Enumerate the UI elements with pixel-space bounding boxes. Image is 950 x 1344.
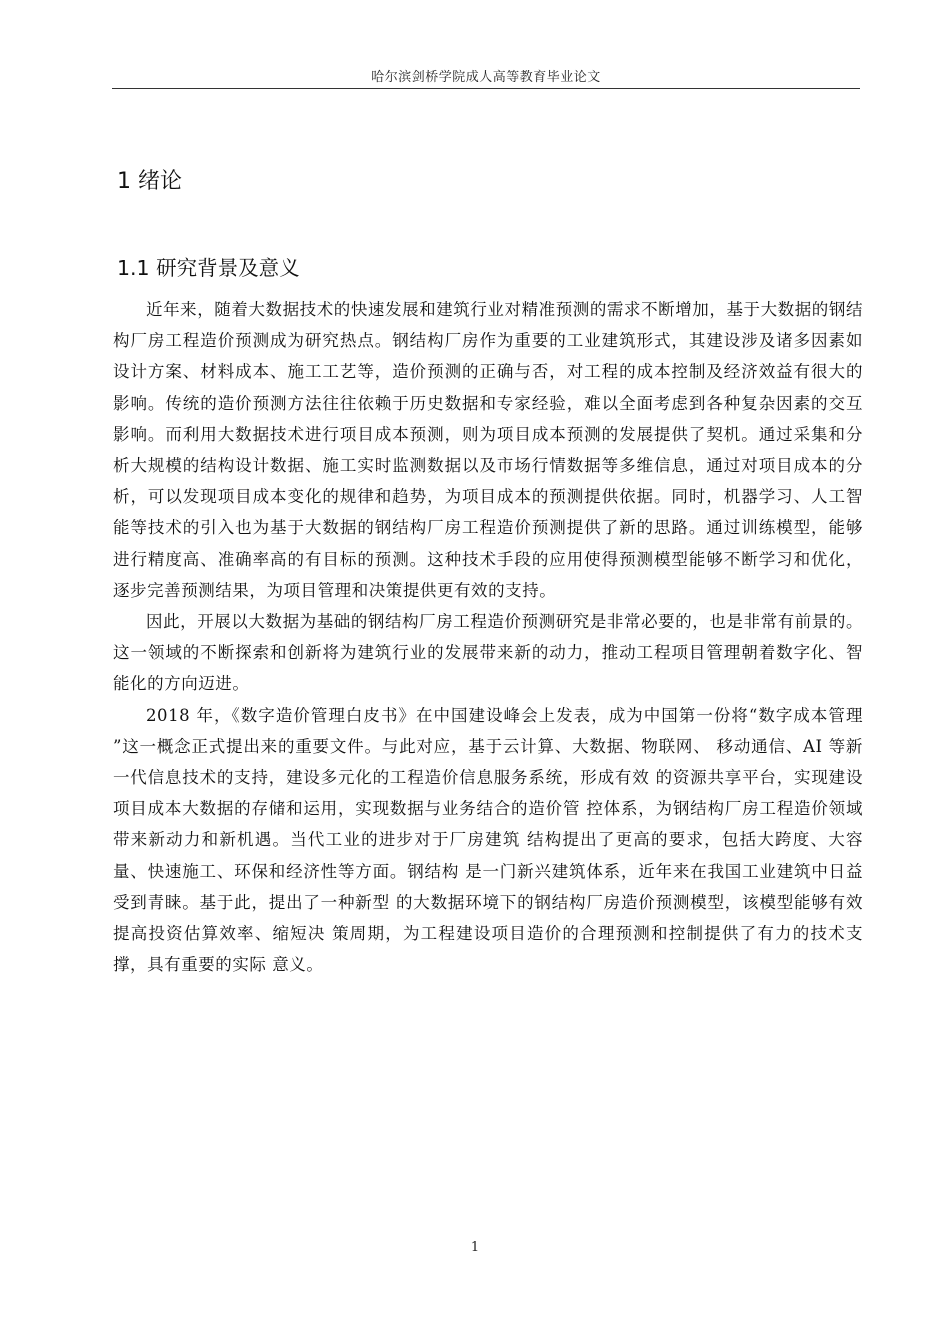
- paragraph: 近年来，随着大数据技术的快速发展和建筑行业对精准预测的需求不断增加，基于大数据的钢结构厂房工程造价预测成为研究热点。钢结构厂房作为重要的工业建筑形式，其建设涉及诸多因素如设计方案、材料成本、施工工艺等，造价预测的正确与否，对工程的成本控制及经济效益有很大的影响。传统的造价预测方法往往依赖于历史数据和专家经验，难以全面考虑到各种复杂因素的交互影响。而利用大数据技术进行项目成本预测，则为项目成本预测的发展提供了契机。通过采集和分析大规模的结构设计数据、施工实时监测数据以及市场行情数据等多维信息，通过对项目成本的分析，可以发现项目成本变化的规律和趋势，为项目成本的预测提供依据。同时，机器学习、人工智能等技术的引入也为基于大数据的钢结构厂房工程造价预测提供了新的思路。通过训练模型，能够进行精度高、准确率高的有目标的预测。这种技术手段的应用使得预测模型能够不断学习和优化，逐步完善预测结果，为项目管理和决策提供更有效的支持。: [113, 300, 863, 600]
- section-title: 1.1 研究背景及意义: [117, 256, 300, 280]
- page-header: 哈尔滨剑桥学院成人高等教育毕业论文: [371, 70, 601, 85]
- header-divider: [112, 88, 860, 89]
- chapter-title: 1 绪论: [117, 169, 182, 194]
- body-text: [113, 294, 863, 980]
- paragraph: 2018 年，《数字造价管理白皮书》在中国建设峰会上发表，成为中国第一份将“数字成本管理 ”这一概念正式提出来的重要文件。与此对应，基于云计算、大数据、物联网、 移动通信、AI 等新一代信息技术的支持，建设多元化的工程造价信息服务系统，形成有效 的资源共享平台，实现建设项目成本大数据的存储和运用，实现数据与业务结合的造价管 控体系，为钢结构厂房工程造价领域带来新动力和新机遇。当代工业的进步对于厂房建筑 结构提出了更高的要求，包括大跨度、大容量、快速施工、环保和经济性等方面。钢结构 是一门新兴建筑体系，近年来在我国工业建筑中日益受到青睐。基于此，提出了一种新型 的大数据环境下的钢结构厂房造价预测模型，该模型能够有效提高投资估算效率、缩短决 策周期，为工程建设项目造价的合理预测和控制提供了有力的技术支撑，具有重要的实际 意义。: [113, 705, 863, 975]
- page-number: 1: [470, 1240, 480, 1255]
- paragraph: 因此，开展以大数据为基础的钢结构厂房工程造价预测研究是非常必要的，也是非常有前景的。这一领域的不断探索和创新将为建筑行业的发展带来新的动力，推动工程项目管理朝着数字化、智能化的方向迈进。: [113, 612, 863, 694]
